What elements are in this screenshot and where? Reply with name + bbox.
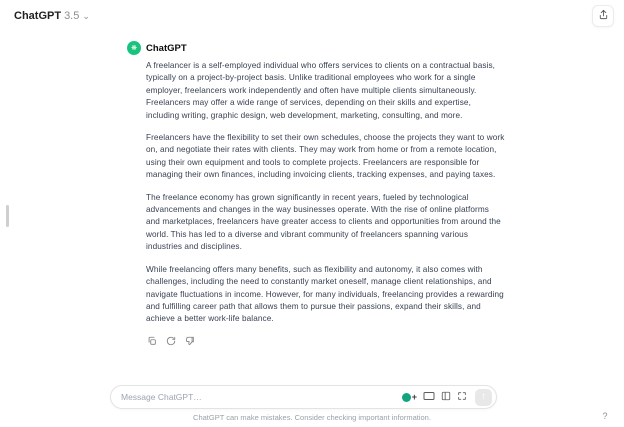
send-arrow-icon: ↑ bbox=[481, 391, 486, 402]
send-button[interactable] bbox=[475, 389, 492, 406]
message-paragraph: The freelance economy has grown significantly in recent years, fueled by technological advancements and changes in the way businesses operate. With the rise of online platforms and marketplaces, freelancers have greater access to clients and opportunities from around the world. This has led to a diverse and vibrant community of freelancers spanning various industries and disciplines. bbox=[146, 192, 501, 252]
thumbs-down-icon bbox=[185, 333, 195, 351]
composer-icons bbox=[402, 388, 492, 406]
message-composer bbox=[110, 385, 497, 409]
disclaimer-text: ChatGPT can make mistakes. Consider checking important information. bbox=[193, 413, 431, 422]
chatgpt-avatar bbox=[127, 41, 141, 55]
gpt-extension-button[interactable] bbox=[402, 393, 417, 402]
share-button[interactable] bbox=[592, 5, 614, 27]
screenshot-icon bbox=[423, 388, 435, 406]
message-author: ChatGPT bbox=[146, 42, 187, 54]
regenerate-button[interactable] bbox=[165, 336, 177, 348]
message-input[interactable] bbox=[121, 392, 402, 402]
assistant-message bbox=[127, 41, 505, 348]
message-paragraph: While freelancing offers many benefits, such as flexibility and autonomy, it also comes with challenges, including the need to constantly market oneself, manage client relationships, and navigate fluctuations in income. However, for many individuals, freelancing provides a rewarding and fulfilling career path that allows them to pursue their passions, expand their skills, and achieve a better work-life balance. bbox=[146, 264, 504, 324]
help-button[interactable] bbox=[599, 410, 611, 422]
message-paragraph: A freelancer is a self-employed individual who offers services to clients on a contractual basis, typically on a project-by-project basis. Unlike traditional employees who work for a single employer, freelancers work independently and often have multiple clients simultaneously. Freelancers may offer a wide range of services, depending on their skills and expertise, including writing, graphic design, web development, marketing, consulting, and more. bbox=[146, 61, 496, 120]
message-body bbox=[146, 60, 505, 326]
plus-icon: + bbox=[411, 391, 417, 402]
sidebar-toggle-handle[interactable] bbox=[6, 205, 9, 227]
model-name: ChatGPT bbox=[14, 10, 62, 22]
screenshot-button[interactable] bbox=[423, 388, 435, 406]
expand-button[interactable] bbox=[457, 388, 467, 406]
share-icon bbox=[598, 7, 609, 25]
model-selector[interactable] bbox=[10, 8, 94, 24]
header bbox=[0, 0, 624, 32]
message-actions bbox=[146, 336, 505, 348]
regenerate-icon bbox=[166, 333, 176, 351]
message-paragraph: Freelancers have the flexibility to set their own schedules, choose the projects they want to work on, and negotiate their rates with clients. They may work from home or from a remote location, using their own equipment and tools to complete projects. Freelancers are responsible for managing their own finances, including invoicing clients, tracking expenses, and paying taxes. bbox=[146, 133, 505, 180]
expand-icon bbox=[457, 388, 467, 406]
chevron-down-icon: ⌄ bbox=[82, 11, 90, 21]
message-header bbox=[127, 41, 505, 55]
gpt-extension-icon bbox=[402, 393, 411, 402]
thumbs-down-button[interactable] bbox=[184, 336, 196, 348]
openai-logo-icon: ❋ bbox=[131, 44, 137, 52]
sidebar-layout-icon bbox=[441, 388, 451, 406]
copy-button[interactable] bbox=[146, 336, 158, 348]
copy-icon bbox=[147, 333, 157, 351]
model-version: 3.5 bbox=[64, 10, 80, 22]
help-icon: ? bbox=[602, 411, 608, 421]
sidebar-layout-button[interactable] bbox=[441, 388, 451, 406]
